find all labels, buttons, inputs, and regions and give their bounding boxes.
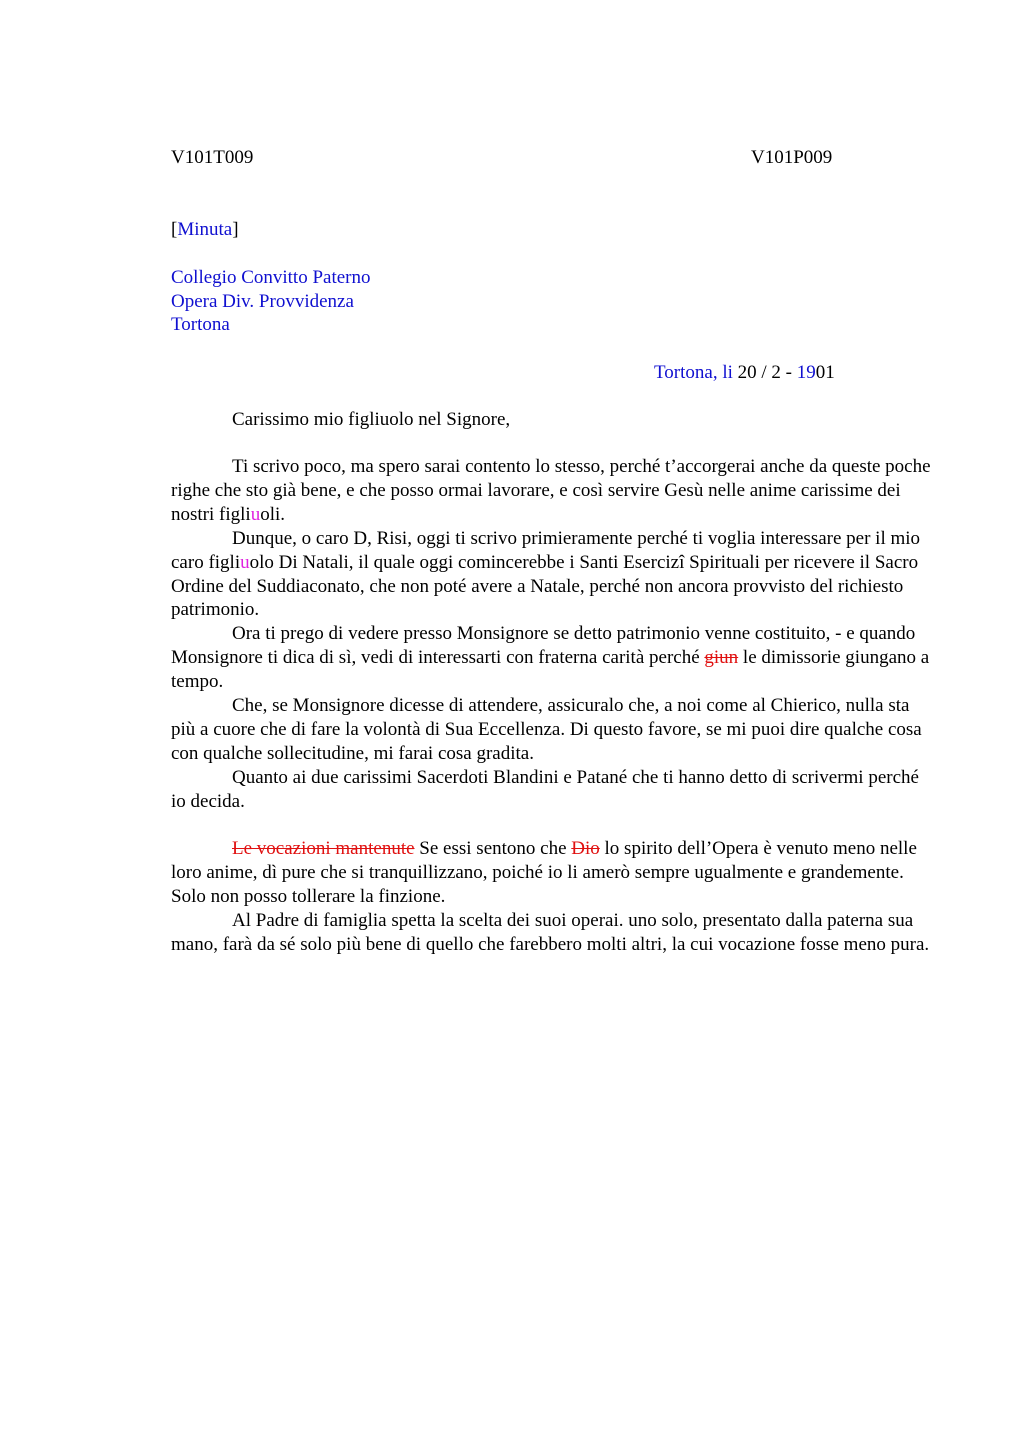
paragraph-7: Al Padre di famiglia spetta la scelta dei suoi operai. uno solo, presentato dalla paterna sua mano, farà da sé solo più bene di quello che farebbero molti altri, la cui vocazione fosse meno pura. (171, 910, 930, 956)
dateline (654, 361, 835, 385)
dateline-date: 20 / 2 - (732, 362, 797, 383)
paragraph-3-text-a: Ora ti prego di vedere presso Monsignore se detto patrimonio venne costituito, - e quando Monsignore ti dica di sì, vedi di interessarti con fraterna carità perché (171, 623, 916, 669)
letter-body (171, 455, 931, 957)
paragraph-2-text-a: Dunque, o caro D, Risi, oggi ti scrivo primieramente perché ti voglia interessare per il mio caro figli (171, 527, 921, 573)
paragraph-1 (171, 455, 931, 527)
letterhead-line-1: Collegio Convitto Paterno (171, 267, 371, 288)
minuta-open-bracket: [ (171, 219, 178, 240)
paragraph-2-text-b: olo Di Natali, il quale oggi comincerebbe i Santi Esercizi (249, 551, 685, 573)
dateline-year-suffix: 01 (815, 362, 835, 383)
dateline-year-prefix: 19 (796, 362, 816, 383)
salutation: Carissimo mio figliuolo nel Signore, (232, 409, 511, 430)
paragraph-2 (171, 527, 931, 623)
paragraph-6 (171, 837, 931, 909)
letterhead-line-3: Tortona (171, 314, 230, 335)
minuta-text: Minuta (177, 219, 233, 240)
dateline-place: Tortona, li (654, 362, 733, 383)
archive-code-right: V101P009 (751, 147, 833, 168)
deleted-word: Dio (571, 838, 600, 860)
letterhead-line-2: Opera Div. Provvidenza (171, 291, 354, 312)
paragraph-1-text-a: Ti scrivo poco, ma spero sarai contento lo stesso, perché t’accorgerai anche da queste poche righe che sto già bene, e che posso ormai lavorare, e così servire Gesù nelle anime carissime dei nostri figli (171, 456, 931, 525)
paragraph-1-text-b: oli. (260, 503, 286, 525)
paragraph-6-text-a: Se essi sentono che (414, 838, 572, 860)
paragraph-4: Che, se Monsignore dicesse di attendere, assicuralo che, a noi come al Chierico, nulla sta più a cuore che di fare la volontà di Sua Eccellenza. Di questo favore, se mi puoi dire qualche cosa con qualche sollecitudine, mi farai cosa gradita. (171, 695, 922, 764)
paragraph-3-text-b: le dimissorie giungano a tempo. (171, 647, 930, 693)
correction-u: u (240, 551, 250, 573)
deleted-phrase: Le vocazioni mantenute (232, 838, 415, 860)
archive-code-left: V101T009 (171, 147, 254, 168)
paragraph-6-text-b: lo spirito dell’Opera è venuto meno nelle loro anime, dì pure che si tranquillizzano, poiché io li amerò sempre ugualmente e grandemente. Solo non posso tollerare la finzione. (171, 838, 917, 908)
paragraph-2-text-c: Spirituali per ricevere il Sacro Ordine del Suddiaconato, che non poté avere a Natale, perché non ancora provvisto del richiesto patrimonio. (171, 551, 919, 621)
minuta-label (171, 218, 239, 242)
paragraph-5: Quanto ai due carissimi Sacerdoti Blandini e Patané che ti hanno detto di scrivermi perché io decida. (171, 766, 919, 812)
paragraph-3 (171, 622, 931, 694)
correction-u: u (250, 503, 261, 525)
deleted-word: giun (704, 647, 739, 669)
minuta-close-bracket: ] (232, 219, 239, 240)
